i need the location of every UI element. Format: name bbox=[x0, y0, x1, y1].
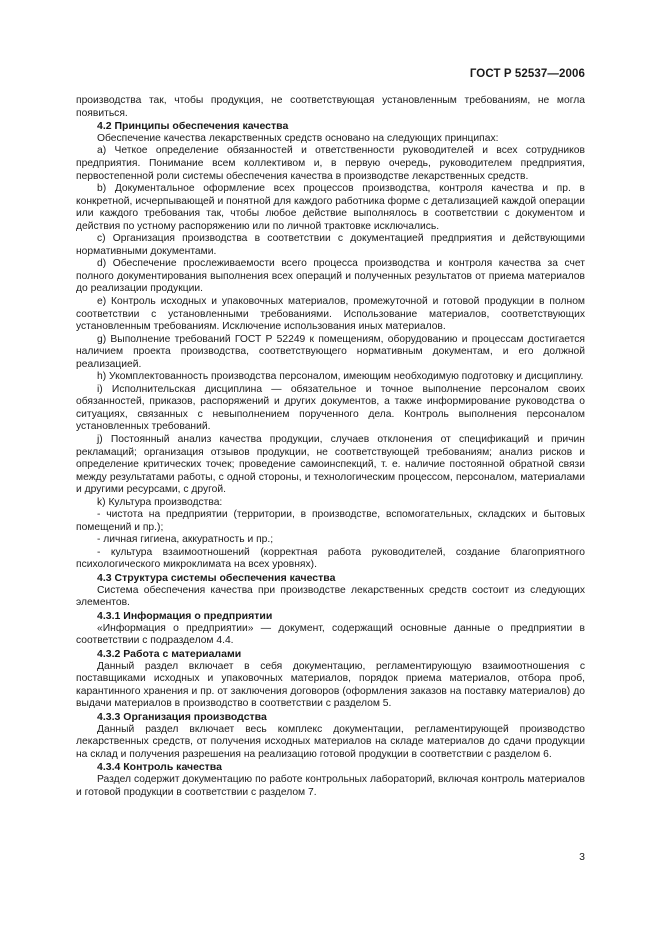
section-heading-4-3-2: 4.3.2 Работа с материалами bbox=[97, 647, 242, 660]
page-number: 3 bbox=[579, 851, 585, 863]
principle-k-item-3: - культура взаимоотношений (корректная работа руководителей, создание благоприятного психологического микроклимата на всех уровнях). bbox=[76, 546, 585, 571]
paragraph-4-3-3: Данный раздел включает весь комплекс документации, регламентирующей производство лекарственных средств, от получения исходных материалов на складе материалов до сдачи продукции на склад и получения разрешения на реализацию готовой продукции в соответствии с разделом 6. bbox=[76, 723, 585, 760]
principle-e: e) Контроль исходных и упаковочных материалов, промежуточной и готовой продукции в полном соответствии с установленными требованиями. Использование материалов, соответствующих установленным требованиям. Исключение использования иных материалов. bbox=[76, 296, 585, 333]
principle-a: а) Четкое определение обязанностей и ответственности руководителей и всех сотрудников предприятия. Понимание всем коллективом и, в первую очередь, руководителем предприятия, первостепенной роли системы обеспечения качества в производстве лекарственных средств. bbox=[76, 145, 585, 182]
document-body bbox=[76, 95, 585, 799]
paragraph-4-3-4: Раздел содержит документацию по работе контрольных лабораторий, включая контроль материалов и готовой продукции в соответствии с разделом 7. bbox=[76, 774, 585, 798]
principle-i: i) Исполнительская дисциплина — обязательное и точное выполнение персоналом своих обязанностей, приказов, распоряжений и других документов, а также информирование руководства о ситуациях, связанных с невыполнением порученного дела. Контроль выполнения персоналом установленных требований. bbox=[76, 383, 585, 433]
principle-c: c) Организация производства в соответствии с документацией предприятия и действующими нормативными документами. bbox=[76, 233, 585, 257]
principle-b: b) Документальное оформление всех процессов производства, контроля качества и пр. в конкретной, исчерпывающей и понятной для каждого работника форме с детализацией каждой операции или каждого требования так, чтобы любое действие выполнялось в соответствии с документом и действия по устному распоряжению или по личной трактовке исключались. bbox=[76, 183, 585, 232]
principle-g: g) Выполнение требований ГОСТ Р 52249 к помещениям, оборудованию и процессам достигается наличием проекта производства, соответствующего нормативным документам, и его должной реализацией. bbox=[76, 333, 585, 370]
principle-h: h) Укомплектованность производства персоналом, имеющим необходимую подготовку и дисциплину. bbox=[97, 371, 584, 383]
paragraph-4-2-intro: Обеспечение качества лекарственных средств основано на следующих принципах: bbox=[97, 132, 499, 144]
document-id-header: ГОСТ Р 52537—2006 bbox=[469, 68, 585, 80]
principle-k-item-1: - чистота на предприятии (территории, в производстве, вспомогательных, складских и бытовых помещений и пр.); bbox=[76, 509, 585, 533]
principle-j: j) Постоянный анализ качества продукции, случаев отклонения от спецификаций и причин рекламаций; организация отзывов продукции, не соответствующей требованиям; анализ рисков и определение критических точек; проведение самоинспекций, т. е. наличие постоянной обратной связи между результатами работы, с одной стороны, и технологическим процессом, персоналом, материалами и другими ресурсами, с другой. bbox=[76, 434, 585, 496]
paragraph-4-3: Система обеспечения качества при производстве лекарственных средств состоит из следующих элементов. bbox=[76, 584, 585, 609]
principle-d: d) Обеспечение прослеживаемости всего процесса производства и контроля качества за счет полного документирования выполнения всех операций и полученных результатов от приема материалов до реализации продукции. bbox=[76, 258, 585, 295]
section-heading-4-2: 4.2 Принципы обеспечения качества bbox=[97, 120, 289, 133]
section-heading-4-3-3: 4.3.3 Организация производства bbox=[97, 710, 267, 723]
section-heading-4-3: 4.3 Структура системы обеспечения качества bbox=[97, 572, 336, 585]
section-heading-4-3-1: 4.3.1 Информация о предприятии bbox=[97, 609, 273, 622]
paragraph-4-3-2: Данный раздел включает в себя документацию, регламентирующую взаимоотношения с поставщиками исходных и упаковочных материалов, порядок приема материалов, отбора проб, карантинного хранения и пр. от заключения договоров (оформления заказов на поставку материалов) до выдачи материалов в производство в соответствии с разделом 5. bbox=[76, 660, 585, 710]
principle-k: k) Культура производства: bbox=[97, 496, 223, 508]
paragraph-continuation: производства так, чтобы продукция, не соответствующая установленным требованиям, не могла появиться. bbox=[76, 95, 585, 119]
paragraph-4-3-1: «Информация о предприятии» — документ, содержащий основные данные о предприятии в соответствии с подразделом 4.4. bbox=[76, 622, 585, 647]
section-heading-4-3-4: 4.3.4 Контроль качества bbox=[97, 761, 222, 774]
principle-k-item-2: - личная гигиена, аккуратность и пр.; bbox=[97, 534, 274, 546]
